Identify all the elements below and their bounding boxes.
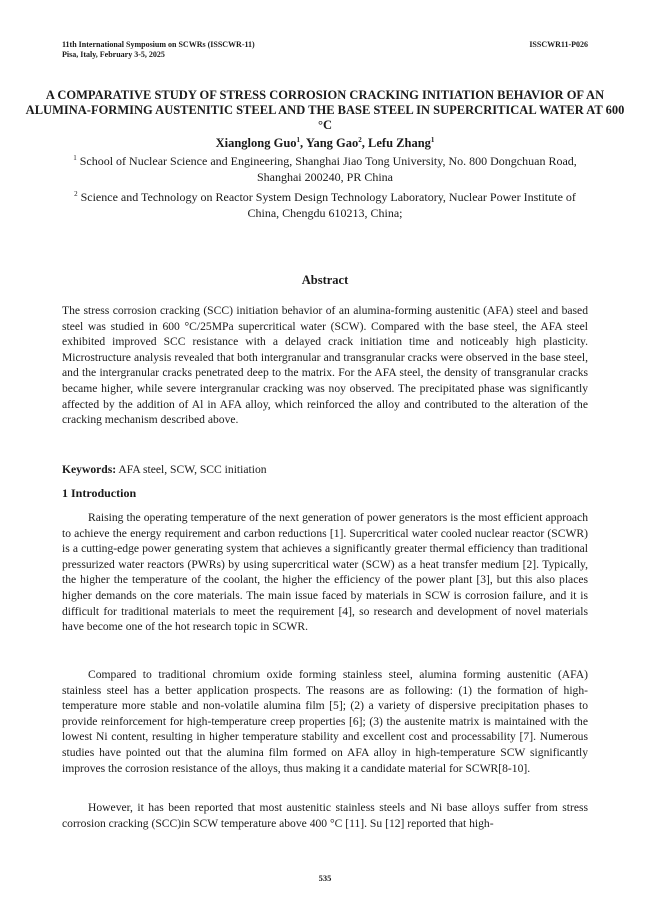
author-1: Xianglong Guo [215, 136, 297, 150]
abstract-heading: Abstract [301, 273, 349, 287]
conference-line-2: Pisa, Italy, February 3-5, 2025 [62, 50, 165, 59]
keywords [62, 462, 588, 478]
affiliation-1-text: School of Nuclear Science and Engineering, Shanghai Jiao Tong University, No. 800 Dongchuan Road, Shanghai 200240, PR China [79, 154, 577, 184]
keywords-label: Keywords: [62, 463, 117, 476]
author-3: Lefu Zhang [368, 136, 431, 150]
affiliation-1 [70, 153, 580, 185]
page-number: 535 [318, 873, 332, 883]
intro-paragraph-3: However, it has been reported that most austenitic stainless steels and Ni base alloys suffer from stress corrosion cracking (SCC)in SCW temperature above 400 °C [11]. Su [12] reported that high- [62, 801, 588, 830]
conference-line-1 [62, 40, 588, 50]
author-list: Xianglong Guo$^1$, Yang Gao$^2$, Lefu Zhang$^1$ [215, 135, 435, 150]
paper-id: ISSCWR11-P026 [529, 40, 588, 49]
paper-title: A COMPARATIVE STUDY OF STRESS CORROSION CRACKING INITIATION BEHAVIOR OF AN ALUMINA-FORMING AUSTENITIC STEEL AND THE BASE STEEL IN SUPERCRITICAL WATER AT 600 °C [25, 88, 625, 132]
conference-name: 11th International Symposium on SCWRs (ISSCWR-11) [62, 40, 255, 49]
author-3-sup: 1 [430, 135, 435, 144]
author-2-sup: 2 [358, 135, 362, 144]
section-heading-introduction: 1 Introduction [62, 486, 137, 500]
intro-paragraph-2: Compared to traditional chromium oxide forming stainless steel, alumina forming austenitic (AFA) stainless steel has a better application prospects. The reasons are as following: (1) the formation of high-temperature more stable and non-volatile alumina film [5]; (2) a variety of dispersive precipitation phases to provide reinforcement for high-temperature creep properties [6]; (3) the austenite matrix is maintained with the lowest Ni content, resulting in higher temperature stability and excellent cost and processability [7]. Numerous studies have pointed out that the alumina film formed on AFA alloy in high-temperature SCW significantly improves the corrosion resistance of the alloys, thus making it a candidate material for SCWR[8-10]. [62, 668, 588, 775]
affiliation-2-sup: 2 [74, 190, 78, 198]
affiliation-2-text: Science and Technology on Reactor System Design Technology Laboratory, Nuclear Power Institute of China, Chengdu 610213, China; [80, 190, 576, 220]
affiliation-1-sup: 1 [73, 154, 77, 162]
keywords-text: AFA steel, SCW, SCC initiation [118, 463, 267, 476]
abstract-text: The stress corrosion cracking (SCC) initiation behavior of an alumina-forming austenitic (AFA) steel and based steel was studied in 600 °C/25MPa supercritical water (SCW). Compared with the base steel, the AFA steel exhibited improved SCC resistance with a delayed crack initiation time and noticeably high plasticity. Microstructure analysis revealed that both intergranular and transgranular cracks were observed in the base steel, and the intergranular cracks penetrated deep to the matrix. For the AFA steel, the density of transgranular cracks became higher, while severe intergranular cracking was noy observed. The precipitated phase was significantly affected by the addition of Al in AFA alloy, which reinforced the alloy and contributed to the alteration of the cracking mechanism described above. [62, 304, 588, 427]
author-1-sup: 1 [296, 135, 301, 144]
affiliation-2 [70, 189, 580, 221]
intro-paragraph-1: Raising the operating temperature of the next generation of power generators is the most efficient approach to achieve the energy requirement and carbon reductions [1]. Supercritical water cooled nuclear reactor (SCWR) is a cutting-edge power generating system that achieves a significantly greater thermal efficiency than traditional pressurized water reactors (PWRs) by using supercritical water (SCW) as a heat transfer medium [2]. Typically, the higher the temperature of the coolant, the higher the efficiency of the power plant [3], but this also places higher demands on the core materials. The main issue faced by materials in SCW is corrosion failure, and it is difficult for traditional materials to meet the requirement [4], so research and development of novel materials have become one of the hot research topic in SCWR. [62, 511, 588, 634]
author-2: Yang Gao [305, 136, 359, 150]
conference-header [62, 40, 588, 60]
